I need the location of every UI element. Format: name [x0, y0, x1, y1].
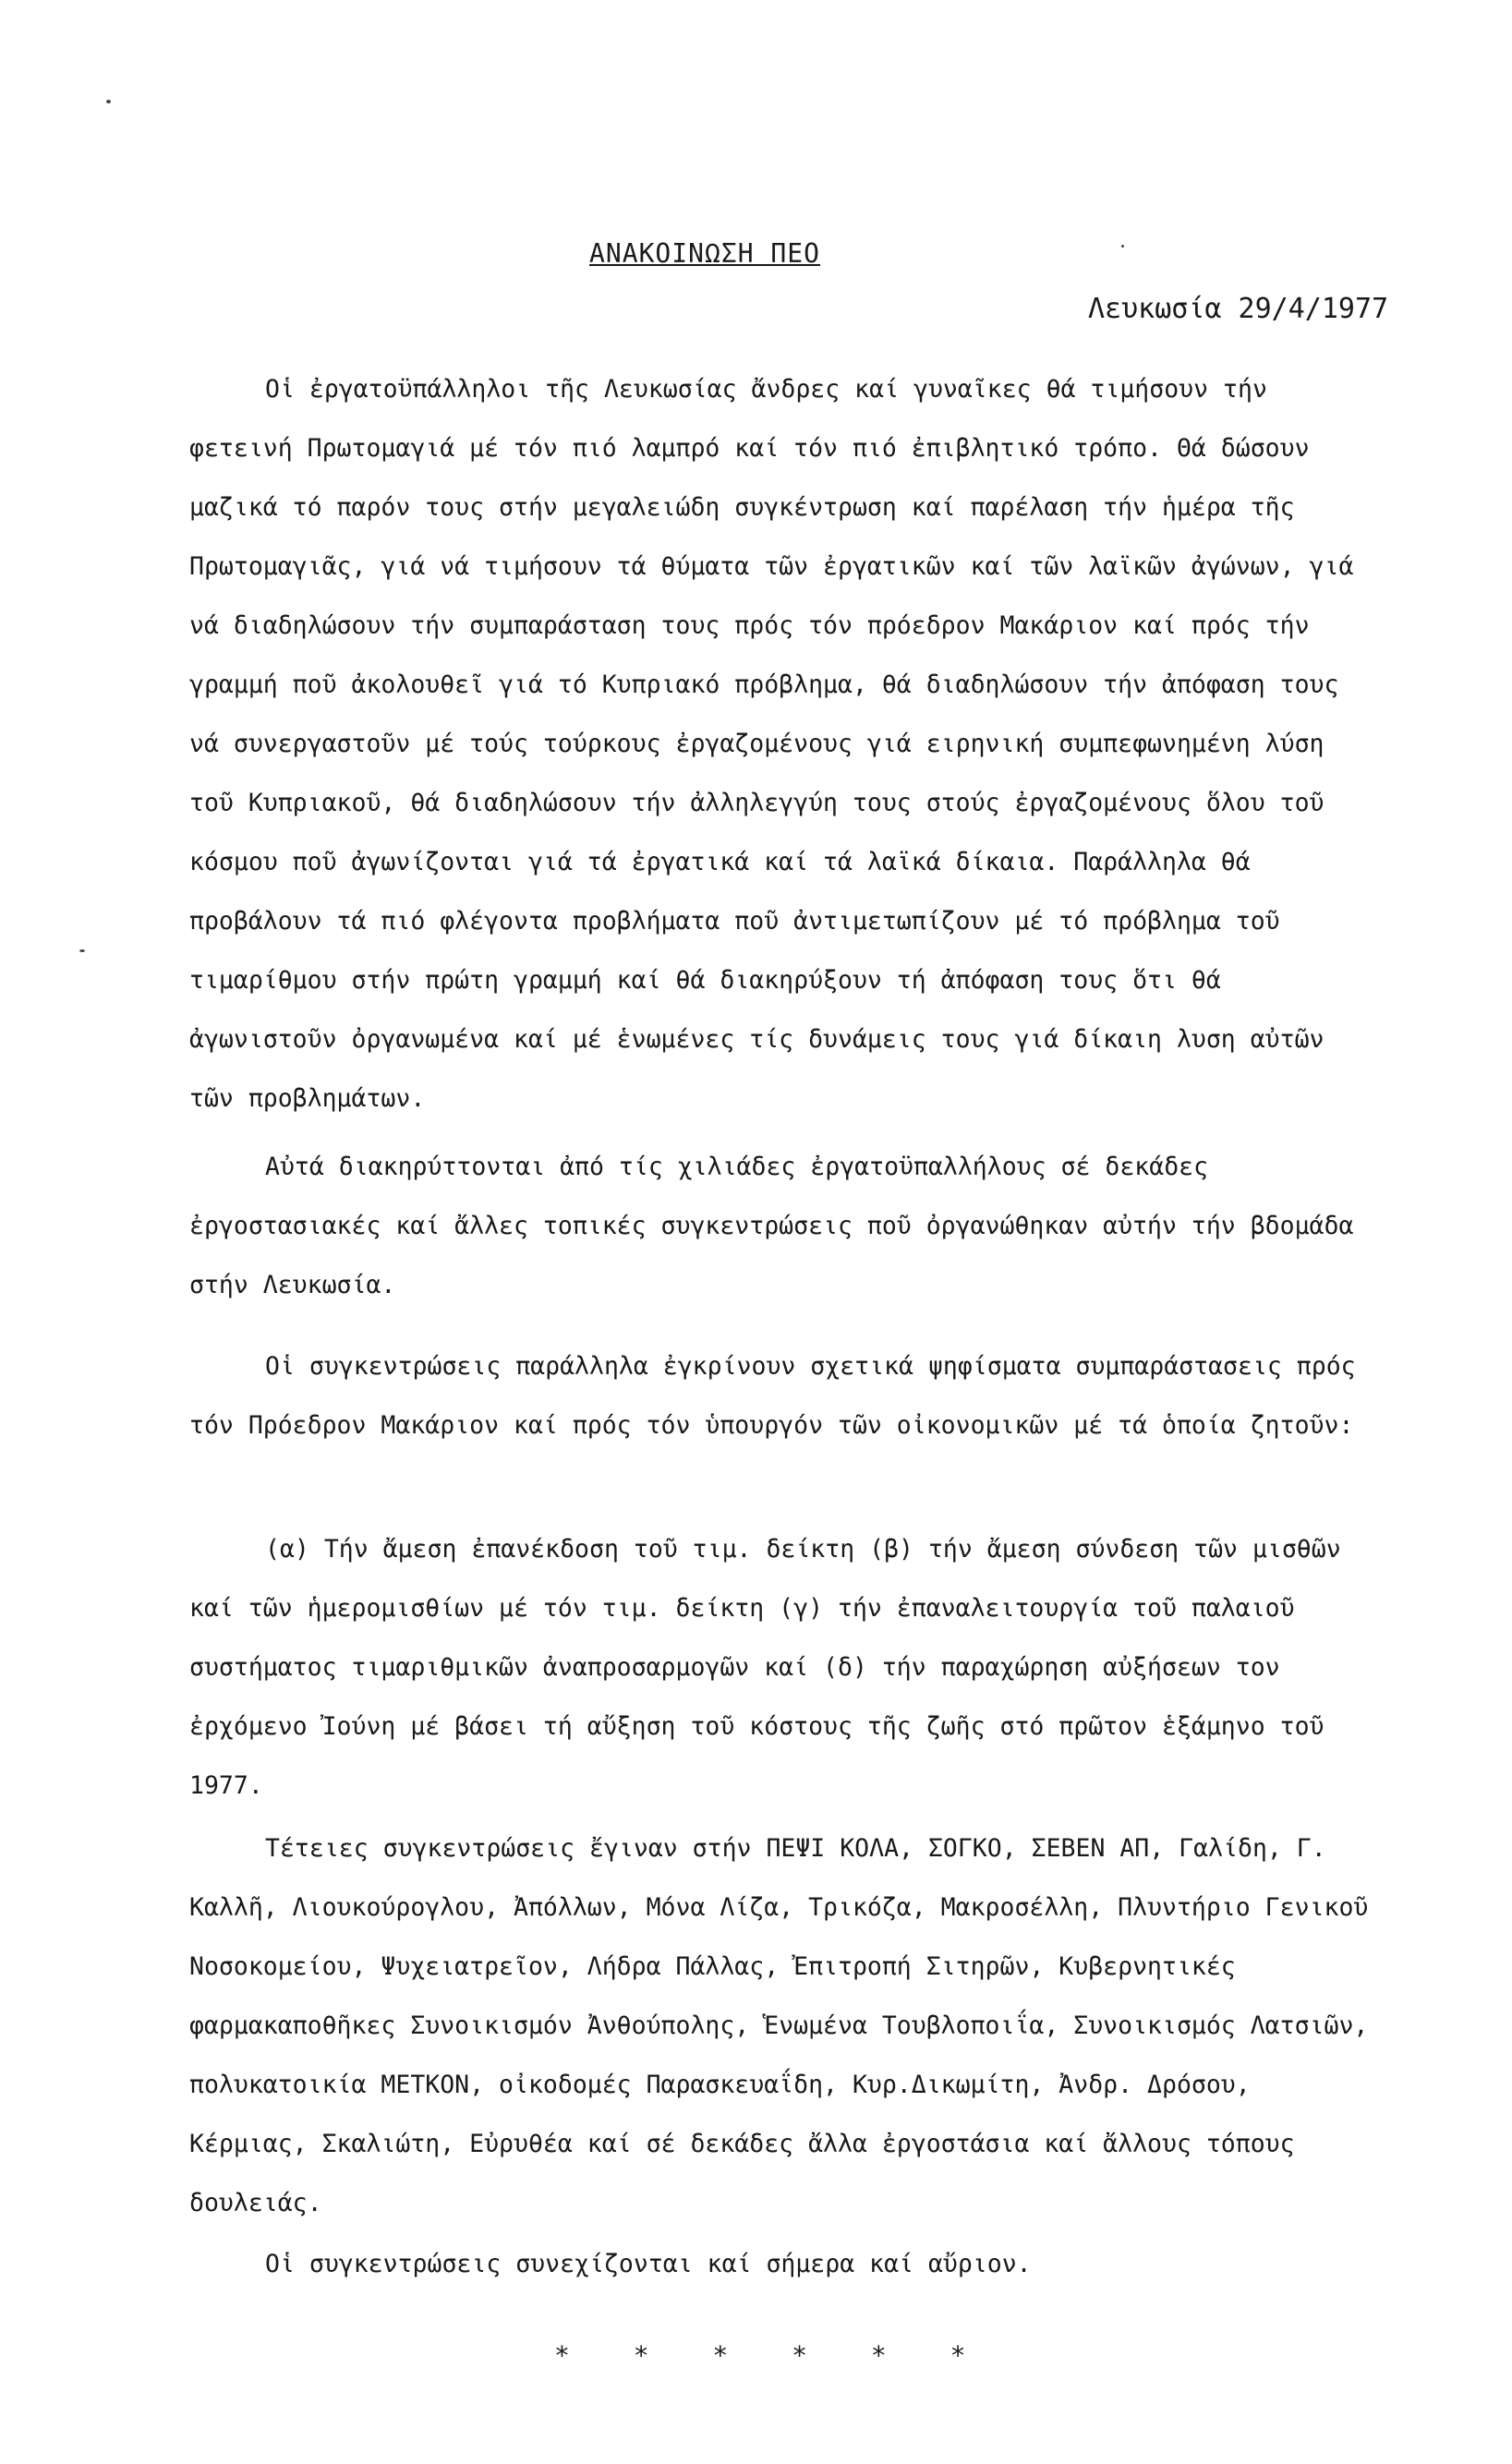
closing-asterisks: * * * * * *: [554, 2340, 990, 2371]
paragraph-1-text: Οἱ ἐργατοϋπάλληλοι τῆς Λευκωσίας ἄνδρες καί γυναῖκες θά τιμήσουν τήν φετεινή Πρωτομαγιά μέ τόν πιό λαμπρό καί τόν πιό ἐπιβλητικό τρόπο. Θά δώσουν μαζικά τό παρόν τους στήν μεγαλειώδη συγκέντρωση καί παρέλαση τήν ἡμέρα τῆς Πρωτομαγιᾶς, γιά νά τιμήσουν τά θύματα τῶν ἐργατικῶν καί τῶν λαϊκῶν ἀγώνων, γιά νά διαδηλώσουν τήν συμπαράσταση τους πρός τόν πρόεδρον Μακάριον καί πρός τήν γραμμή ποῦ ἀκολουθεῖ γιά τό Κυπριακό πρόβλημα, θά διαδηλώσουν τήν ἀπόφαση τους νά συνεργαστοῦν μέ τούς τούρκους ἐργαζομένους γιά ειρηνική συμπεφωνημένη λύση τοῦ Κυπριακοῦ, θά διαδηλώσουν τήν ἀλληλεγγύη τους στούς ἐργαζομένους ὅλου τοῦ κόσμου ποῦ ἀγωνίζονται γιά τά ἐργατικά καί τά λαϊκά δίκαια. Παράλληλα θά προβάλουν τά πιό φλέγοντα προβλήματα ποῦ ἀντιμετωπίζουν μέ τό πρόβλημα τοῦ τιμαρίθμου στήν πρώτη γραμμή καί θά διακηρύξουν τή ἀπόφαση τους ὅτι θά ἀγωνιστοῦν ὀργανωμένα καί μέ ἑνωμένες τίς δυνάμεις τους γιά δίκαιη λυση αὐτῶν τῶν προβλημάτων.: [189, 375, 1369, 1113]
paragraph-2: [189, 1138, 1381, 1315]
paragraph-4-text: (α) Τήν ἄμεση ἐπανέκδοση τοῦ τιμ. δείκτη (β) τήν ἄμεση σύνδεση τῶν μισθῶν καί τῶν ἡμερομισθίων μέ τόν τιμ. δείκτη (γ) τήν ἐπαναλειτουργία τοῦ παλαιοῦ συστήματος τιμαριθμικῶν ἀναπροσαρμογῶν καί (δ) τήν παραχώρηση αὐξήσεων τον ἐρχόμενο Ἰούνη μέ βάσει τή αὔξηση τοῦ κόστους τῆς ζωῆς στό πρῶτον ἑξάμηνο τοῦ 1977.: [189, 1535, 1356, 1800]
paragraph-5: [189, 1819, 1384, 2233]
paragraph-2-text: Αὐτά διακηρύττονται ἀπό τίς χιλιάδες ἐργατοϋπαλλήλους σέ δεκάδες ἐργοστασιακές καί ἄλλες τοπικές συγκεντρώσεις ποῦ ὀργανώθηκαν αὐτήν τήν βδομάδα στήν Λευκωσία.: [189, 1153, 1369, 1299]
scan-speck: [1121, 245, 1124, 248]
paragraph-4: [189, 1520, 1381, 1816]
document-title: ΑΝΑΚΟΙΝΩΣΗ ΠΕΟ: [589, 238, 821, 269]
paragraph-3-text: Οἱ συγκεντρώσεις παράλληλα ἐγκρίνουν σχετικά ψηφίσματα συμπαράστασεις πρός τόν Πρόεδρον Μακάριον καί πρός τόν ὑπουργόν τῶν οἰκονομικῶν μέ τά ὁποία ζητοῦν:: [189, 1352, 1371, 1440]
scan-speck: [79, 949, 85, 952]
scan-speck: [106, 100, 111, 103]
paragraph-6: [189, 2235, 1381, 2294]
paragraph-3: [189, 1337, 1381, 1455]
paragraph-6-text: Οἱ συγκεντρώσεις συνεχίζονται καί σήμερα καί αὔριον.: [265, 2250, 1032, 2278]
dateline: Λευκωσία 29/4/1977: [1088, 293, 1389, 325]
paragraph-1: [189, 360, 1381, 1129]
paragraph-5-text: Τέτειες συγκεντρώσεις ἔγιναν στήν ΠΕΨΙ ΚΟΛΑ, ΣΟΓΚΟ, ΣΕΒΕΝ ΑΠ, Γαλίδη, Γ. Καλλῆ, Λιουκούρογλου, Ἀπόλλων, Μόνα Λίζα, Τρικόζα, Μακροσέλλη, Πλυντήριο Γενικοῦ Νοσοκομείου, Ψυχειατρεῖον, Λήδρα Πάλλας, Ἐπιτροπή Σιτηρῶν, Κυβερνητικές φαρμακαποθῆκες Συνοικισμόν Ἀνθούπολης, Ἑνωμένα Τουβλοποιΐα, Συνοικισμός Λατσιῶν, πολυκατοικία ΜΕΤΚΟΝ, οἰκοδομές Παρασκευαΐδη, Κυρ.Δικωμίτη, Ἀνδρ. Δρόσου, Κέρμιας, Σκαλιώτη, Εὐρυθέα καί σέ δεκάδες ἄλλα ἐργοστάσια καί ἄλλους τόπους δουλειάς.: [189, 1834, 1384, 2217]
